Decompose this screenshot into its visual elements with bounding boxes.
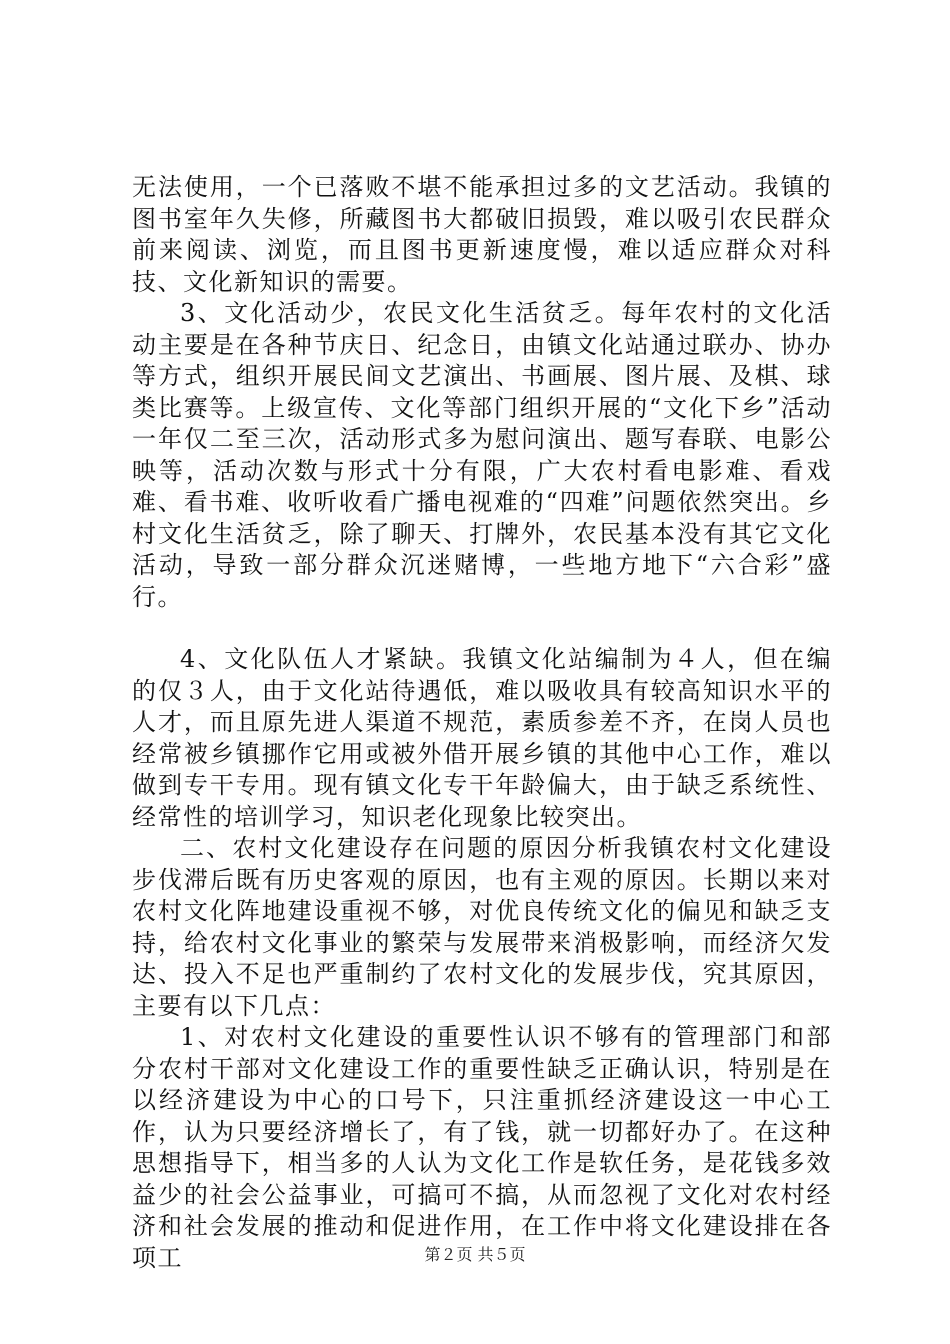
document-body [132, 172, 832, 1274]
page-footer: 第２页 共５页 [424, 1245, 526, 1264]
paragraph-item-3: 3、文化活动少，农民文化生活贫乏。每年农村的文化活动主要是在各种节庆日、纪念日，由镇文化站通过联办、协办等方式，组织开展民间文艺演出、书画展、图片展、及棋、球类比赛等。上级宣传、文化等部门组织开展的“文化下乡”活动一年仅二至三次，活动形式多为慰问演出、题写春联、电影公映等，活动次数与形式十分有限，广大农村看电影难、看戏难、看书难、收听收看广播电视难的“四难”问题依然突出。乡村文化生活贫乏，除了聊天、打牌外，农民基本没有其它文化活动，导致一部分群众沉迷赌博，一些地方地下“六合彩”盛行。 [132, 299, 832, 611]
paragraph-item-1: 1、对农村文化建设的重要性认识不够有的管理部门和部分农村干部对文化建设工作的重要性缺乏正确认识，特别是在以经济建设为中心的口号下，只注重抓经济建设这一中心工作，认为只要经济增长了，有了钱，就一切都好办了。在这种思想指导下，相当多的人认为文化工作是软任务，是花钱多效益少的社会公益事业，可搞可不搞，从而忽视了文化对农村经济和社会发展的推动和促进作用，在工作中将文化建设排在各项工 [132, 1023, 832, 1272]
paragraph-item-4: 4、文化队伍人才紧缺。我镇文化站编制为４人，但在编的仅３人，由于文化站待遇低，难以吸收具有较高知识水平的人才，而且原先进人渠道不规范，素质参差不齐，在岗人员也经常被乡镇挪作它用或被外借开展乡镇的其他中心工作，难以做到专干专用。现有镇文化专干年龄偏大，由于缺乏系统性、经常性的培训学习，知识老化现象比较突出。 [132, 645, 832, 831]
paragraph-section-2: 二、农村文化建设存在问题的原因分析我镇农村文化建设步伐滞后既有历史客观的原因，也有主观的原因。长期以来对农村文化阵地建设重视不够，对优良传统文化的偏见和缺乏支持，给农村文化事业的繁荣与发展带来消极影响，而经济欠发达、投入不足也严重制约了农村文化的发展步伐，究其原因，主要有以下几点： [132, 834, 832, 1020]
paragraph-continuation: 无法使用，一个已落败不堪不能承担过多的文艺活动。我镇的图书室年久失修，所藏图书大都破旧损毁，难以吸引农民群众前来阅读、浏览，而且图书更新速度慢，难以适应群众对科技、文化新知识的需要。 [132, 173, 832, 296]
